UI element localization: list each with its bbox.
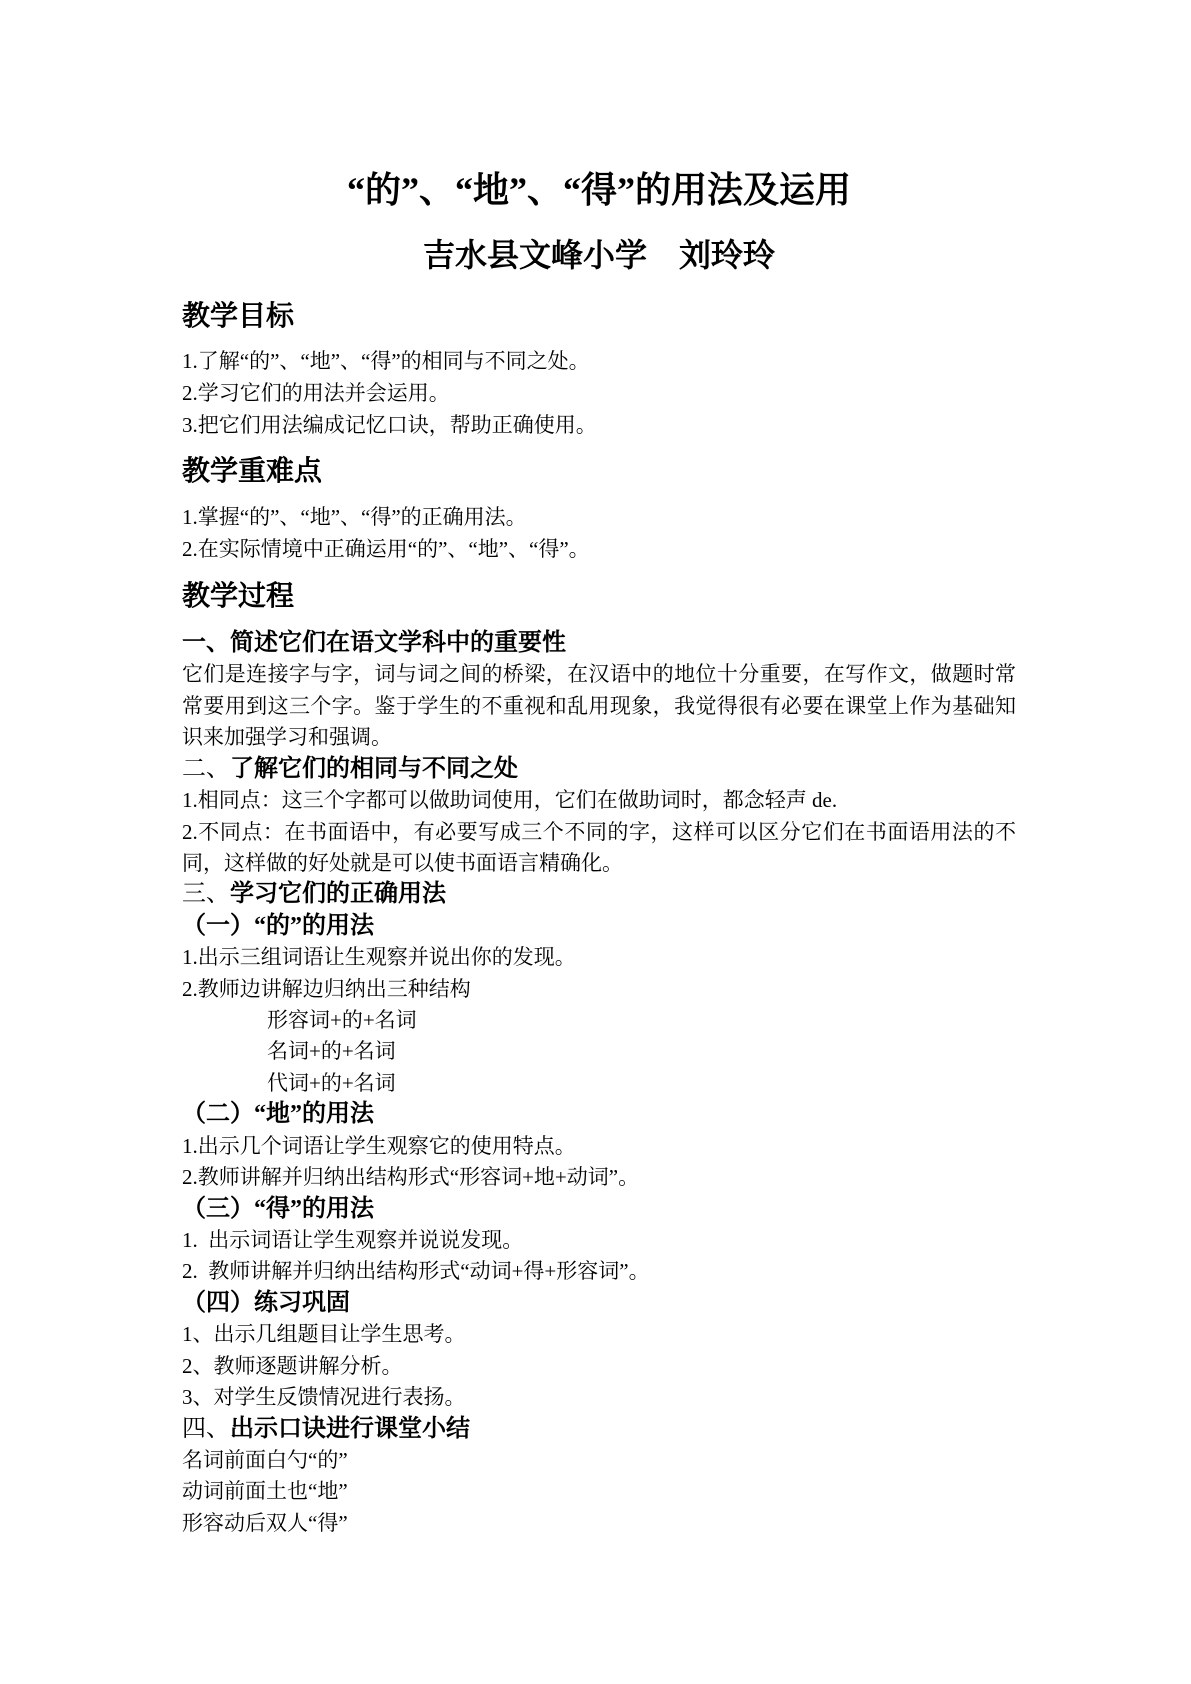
subsection-heading-de: （一）“的”的用法 [182,912,374,939]
mnemonic-line: 动词前面土也“地” [182,1479,348,1504]
subsection-heading-di: （二）“地”的用法 [182,1101,374,1128]
part-title: 简述它们在语文学科中的重要性 [230,630,566,656]
mnemonic-line: 形容动后双人“得” [182,1510,348,1535]
list-item: 3、对学生反馈情况进行表扬。 [182,1385,466,1410]
list-item: 1.出示三组词语让生观察并说出你的发现。 [182,945,576,970]
section-heading-objectives: 教学目标 [182,301,295,332]
list-item: 2.教师边讲解边归纳出三种结构 [182,976,471,1001]
document-title: “的”、“地”、“得”的用法及运用 [346,170,851,210]
part-number: 二、 [182,755,230,782]
mnemonic-line: 名词前面白勺“的” [182,1447,348,1472]
part-number: 三、 [182,881,230,908]
key-points-list [182,501,1016,565]
part-heading-4 [182,1414,1016,1445]
structure-formula: 名词+的+名词 [267,1039,396,1064]
part-title: 了解它们的相同与不同之处 [230,755,518,782]
section-heading-key-points: 教学重难点 [182,456,323,487]
part-heading-3 [182,879,1016,910]
list-item: 2.学习它们的用法并会运用。 [182,381,450,405]
list-item: 2.教师讲解并归纳出结构形式“形容词+地+动词”。 [182,1165,640,1190]
author-line: 吉水县文峰小学 刘玲玲 [422,237,775,273]
paragraph-line: 常要用到这三个字。鉴于学生的不重视和乱用现象，我觉得很有必要在课堂上作为基础知 [182,693,1016,718]
list-item: 1、出示几组题目让学生思考。 [182,1322,466,1347]
part-title: 学习它们的正确用法 [230,881,446,908]
list-item: 1.掌握“的”、“地”、“得”的正确用法。 [182,505,527,529]
part-number: 四、 [182,1415,230,1442]
objectives-list [182,345,1016,441]
paragraph-line: 2.不同点：在书面语中，有必要写成三个不同的字，这样可以区分它们在书面语用法的不 [182,819,1016,844]
paragraph-line: 它们是连接字与字，词与词之间的桥梁，在汉语中的地位十分重要，在写作文，做题时常 [182,662,1016,687]
list-item: 1.出示几个词语让学生观察它的使用特点。 [182,1133,576,1158]
paragraph-line: 识来加强学习和强调。 [182,725,392,750]
structure-formula: 形容词+的+名词 [267,1008,417,1033]
structure-formula: 代词+的+名词 [267,1070,396,1095]
subsection-heading-dei: （三）“得”的用法 [182,1195,374,1222]
part-heading-2 [182,754,1016,785]
document-body [182,0,1016,1539]
paragraph-line: 1.相同点：这三个字都可以做助词使用，它们在做助词时，都念轻声 de. [182,788,838,813]
paragraph-line: 同，这样做的好处就是可以使书面语言精确化。 [182,850,623,875]
part-heading-1 [182,628,1016,659]
subsection-heading-practice: （四）练习巩固 [182,1289,350,1316]
list-item: 2、教师逐题讲解分析。 [182,1353,403,1378]
list-item: 2. 教师讲解并归纳出结构形式“动词+得+形容词”。 [182,1259,650,1284]
process-section [182,628,1016,1539]
list-item: 3.把它们用法编成记忆口诀，帮助正确使用。 [182,413,597,437]
section-heading-process: 教学过程 [182,581,295,612]
list-item: 1.了解“的”、“地”、“得”的相同与不同之处。 [182,349,590,373]
part-number: 一、 [182,630,230,656]
list-item: 1. 出示词语让学生观察并说说发现。 [182,1228,524,1253]
list-item: 2.在实际情境中正确运用“的”、“地”、“得”。 [182,537,590,561]
part-title: 出示口诀进行课堂小结 [230,1415,470,1442]
